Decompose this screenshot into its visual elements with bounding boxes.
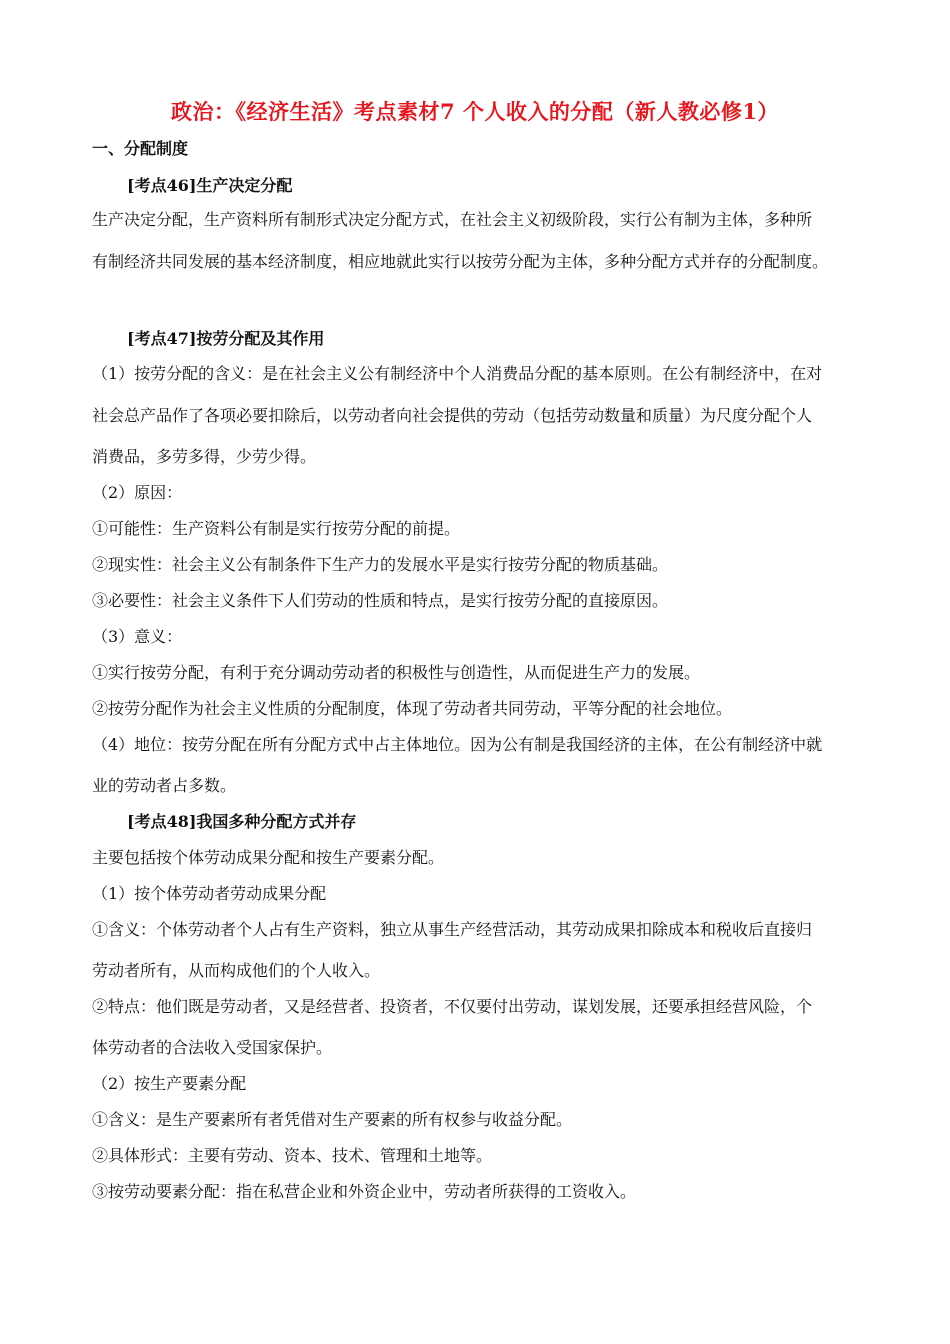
kp47-status-line: （4）地位：按劳分配在所有分配方式中占主体地位。因为公有制是我国经济的主体，在公有制经济中就 [92, 735, 823, 754]
kp48-individual-heading: （1）按个体劳动者劳动成果分配 [92, 884, 327, 903]
kp48-factor-item: ③按劳动要素分配：指在私营企业和外资企业中，劳动者所获得的工资收入。 [92, 1182, 637, 1201]
kp48-individual-feature-line: ②特点：他们既是劳动者，又是经营者、投资者，不仅要付出劳动，谋划发展，还要承担经营风险，个 [92, 997, 813, 1016]
kp48-factor-item: ②具体形式：主要有劳动、资本、技术、管理和土地等。 [92, 1146, 493, 1165]
kp46-paragraph-line: 生产决定分配，生产资料所有制形式决定分配方式，在社会主义初级阶段，实行公有制为主体，多种所 [92, 210, 813, 229]
kp48-heading: [考点48]我国多种分配方式并存 [127, 812, 357, 831]
kp47-significance-item: ①实行按劳分配，有利于充分调动劳动者的积极性与创造性，从而促进生产力的发展。 [92, 663, 701, 682]
kp47-significance-heading: （3）意义： [92, 627, 183, 646]
kp46-paragraph-line: 有制经济共同发展的基本经济制度，相应地就此实行以按劳分配为主体，多种分配方式并存的分配制度。 [92, 252, 829, 271]
kp47-meaning-line: 消费品，多劳多得，少劳少得。 [92, 447, 317, 466]
kp48-individual-meaning-line: ①含义：个体劳动者个人占有生产资料，独立从事生产经营活动，其劳动成果扣除成本和税收后直接归 [92, 920, 813, 939]
kp47-reason-heading: （2）原因： [92, 483, 183, 502]
kp48-intro: 主要包括按个体劳动成果分配和按生产要素分配。 [92, 848, 445, 867]
kp47-heading: [考点47]按劳分配及其作用 [127, 329, 325, 348]
kp47-reason-item: ③必要性：社会主义条件下人们劳动的性质和特点，是实行按劳分配的直接原因。 [92, 591, 669, 610]
kp48-individual-meaning-line: 劳动者所有，从而构成他们的个人收入。 [92, 961, 381, 980]
kp47-reason-item: ②现实性：社会主义公有制条件下生产力的发展水平是实行按劳分配的物质基础。 [92, 555, 669, 574]
kp46-heading: [考点46]生产决定分配 [127, 176, 293, 195]
page-title: 政治：《经济生活》考点素材7 个人收入的分配（新人教必修1） [170, 99, 780, 124]
kp47-significance-item: ②按劳分配作为社会主义性质的分配制度，体现了劳动者共同劳动，平等分配的社会地位。 [92, 699, 733, 718]
kp47-reason-item: ①可能性：生产资料公有制是实行按劳分配的前提。 [92, 519, 461, 538]
kp48-factor-heading: （2）按生产要素分配 [92, 1074, 247, 1093]
kp48-factor-item: ①含义：是生产要素所有者凭借对生产要素的所有权参与收益分配。 [92, 1110, 573, 1129]
section-heading-distribution-system: 一、分配制度 [92, 139, 189, 158]
kp48-individual-feature-line: 体劳动者的合法收入受国家保护。 [92, 1038, 333, 1057]
kp47-status-line: 业的劳动者占多数。 [92, 776, 237, 795]
kp47-meaning-line: 社会总产品作了各项必要扣除后，以劳动者向社会提供的劳动（包括劳动数量和质量）为尺度分配个人 [92, 406, 813, 425]
kp47-meaning-line: （1）按劳分配的含义：是在社会主义公有制经济中个人消费品分配的基本原则。在公有制经济中，在对 [92, 364, 823, 383]
